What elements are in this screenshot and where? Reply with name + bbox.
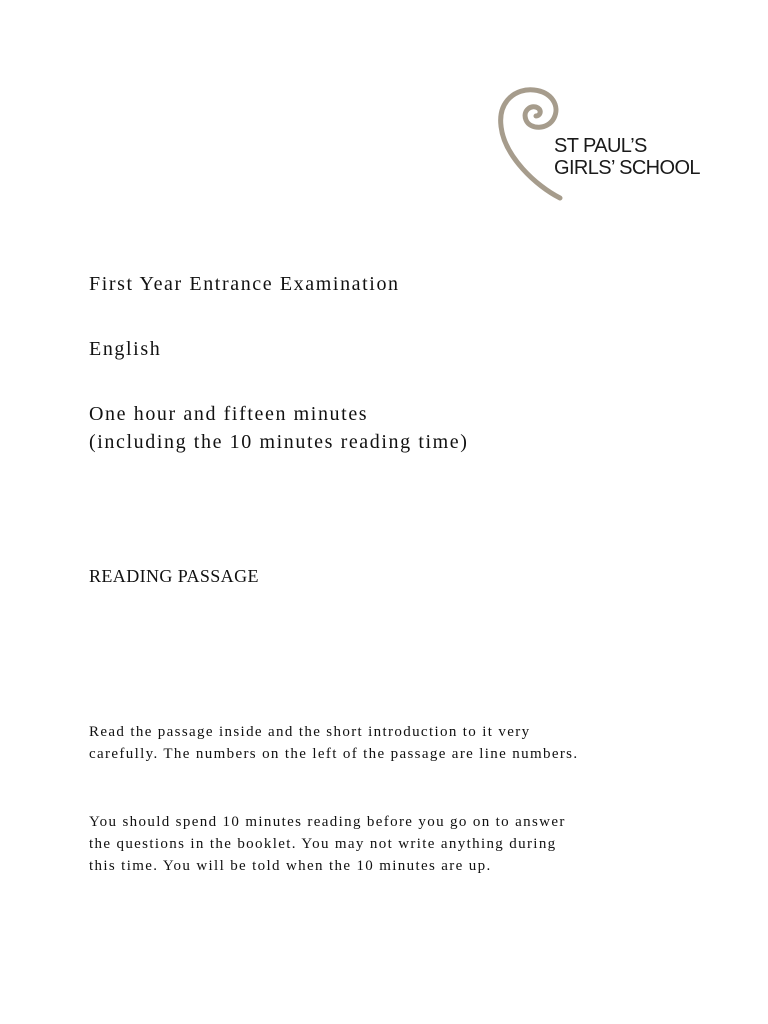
school-name: [554, 135, 700, 179]
school-name-line-1: ST PAUL’S: [554, 135, 647, 157]
exam-duration-note: (including the 10 minutes reading time): [89, 431, 469, 453]
school-name-line-2: GIRLS’ SCHOOL: [554, 157, 700, 179]
instruction-line: You should spend 10 minutes reading before you go on to answer: [89, 814, 566, 830]
section-heading: READING PASSAGE: [89, 566, 259, 586]
exam-duration: One hour and fifteen minutes: [89, 403, 369, 425]
instruction-line: carefully. The numbers on the left of the passage are line numbers.: [89, 746, 579, 762]
exam-title: First Year Entrance Examination: [89, 273, 400, 295]
instruction-line: Read the passage inside and the short introduction to it very: [89, 724, 531, 740]
instructions-paragraph-1: [89, 721, 578, 765]
instruction-line: this time. You will be told when the 10 minutes are up.: [89, 858, 492, 874]
exam-subject: English: [89, 338, 162, 360]
instruction-line: the questions in the booklet. You may not write anything during: [89, 836, 557, 852]
instructions-paragraph-2: [89, 811, 566, 877]
school-logo: [496, 86, 716, 206]
